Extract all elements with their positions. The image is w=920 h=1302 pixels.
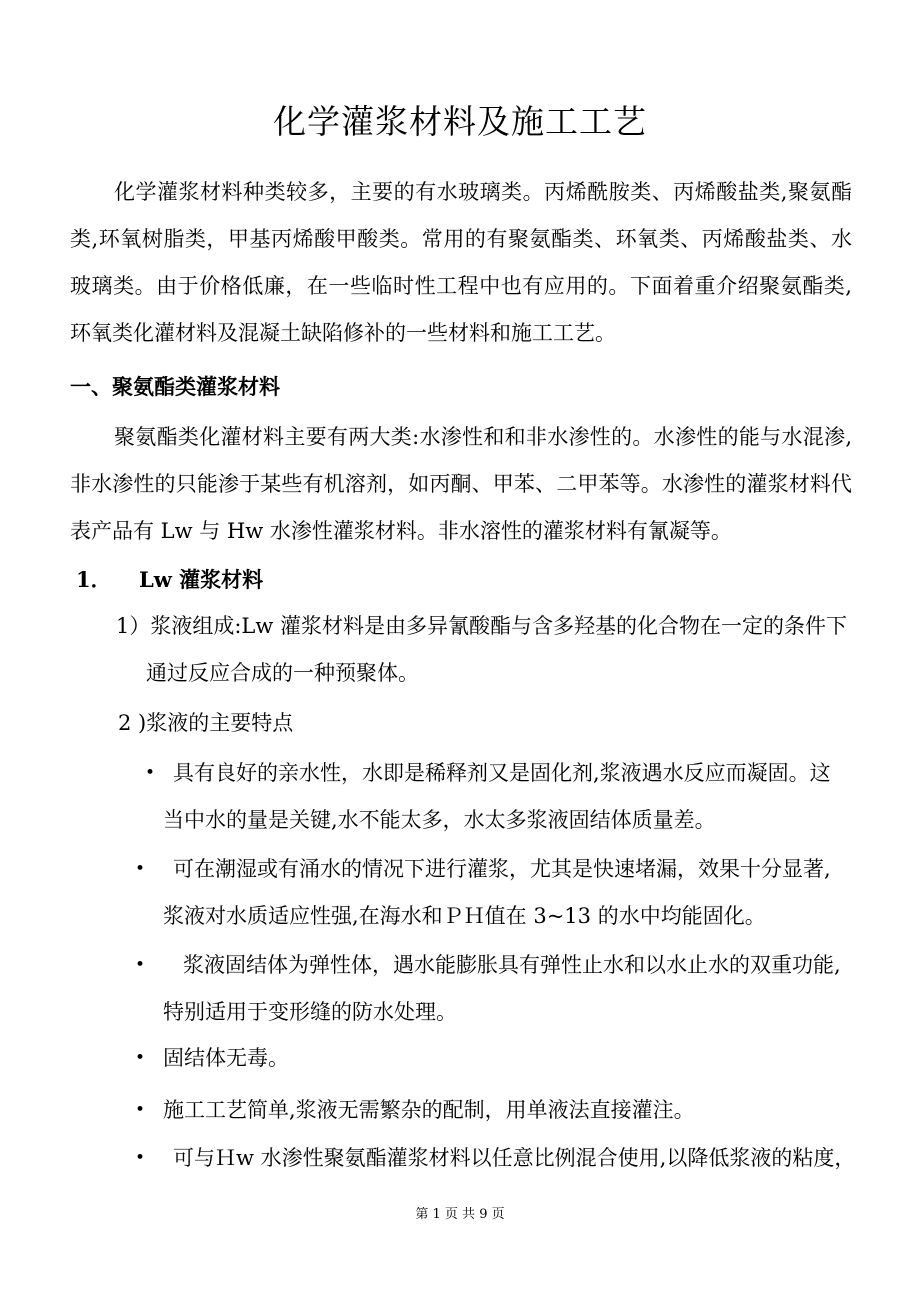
bullet-line: 固结体无毒。: [163, 1046, 289, 1070]
list-item-continuation: 通过反应合成的一种预聚体。: [146, 661, 419, 685]
subsection-heading: [76, 556, 263, 603]
bullet-line: 可与Ｈw 水渗性聚氨酯灌浆材料以任意比例混合使用,以降低浆液的粘度，: [173, 1146, 856, 1170]
subsection-number: 1．: [76, 567, 112, 592]
section-heading: 一、聚氨酯类灌浆材料: [70, 374, 280, 399]
document-title: 化学灌浆材料及施工工艺: [273, 102, 647, 141]
bullet-line: 具有良好的亲水性，水即是稀释剂又是固化剂,浆液遇水反应而凝固。这: [173, 761, 831, 785]
bullet-dot: •: [145, 763, 156, 783]
subsection-title: Lw 灌浆材料: [139, 567, 264, 592]
bullet-dot: •: [135, 1148, 146, 1168]
bullet-line: 施工工艺简单,浆液无需繁杂的配制，用单液法直接灌注。: [163, 1098, 695, 1122]
bullet-item: [145, 750, 857, 844]
list-item-features: 2 )浆液的主要特点: [118, 711, 294, 735]
bullet-dot: •: [135, 1048, 146, 1068]
page-footer: 第 1 页 共 9 页: [415, 1207, 505, 1222]
bullet-item: [135, 1035, 857, 1082]
bullet-dot: •: [135, 859, 146, 879]
list-item-composition: [116, 603, 860, 697]
section-paragraph: 聚氨酯类化灌材料主要有两大类:水渗性和和非水渗性的。水渗性的能与水混渗,非水渗性的只能渗于某些有机溶剂，如丙酮、甲苯、二甲苯等。水渗性的灌浆材料代表产品有 Lw 与 Hw 水渗性灌浆材料。非水溶性的灌浆材料有氰凝等。: [70, 425, 852, 543]
list-item-label: 1）浆液组成:Lw 灌浆材料是由多异氰酸酯与含多羟基的化合物在一定的条件下: [116, 614, 848, 638]
bullet-item: [135, 1135, 857, 1182]
bullet-item: [135, 1087, 857, 1134]
bullet-line: 浆液固结体为弹性体，遇水能膨胀具有弹性止水和以水止水的双重功能,: [183, 953, 841, 977]
intro-paragraph: 化学灌浆材料种类较多，主要的有水玻璃类。丙烯酰胺类、丙烯酸盐类,聚氨酯类,环氧树脂类，甲基丙烯酸甲酸类。常用的有聚氨酯类、环氧类、丙烯酸盐类、水玻璃类。由于价格低廉，在一些临时性工程中也有应用的。下面着重介绍聚氨酯类,环氧类化灌材料及混凝土缺陷修补的一些材料和施工工艺。: [70, 180, 852, 345]
bullet-dot: •: [135, 955, 146, 975]
bullet-line-continued: 浆液对水质适应性强,在海水和ＰＨ值在 3~13 的水中均能固化。: [163, 904, 766, 928]
bullet-line-continued: 当中水的量是关键,水不能太多，水太多浆液固结体质量差。: [163, 808, 716, 832]
bullet-item: [135, 846, 857, 940]
bullet-line-continued: 特别适用于变形缝的防水处理。: [163, 1000, 457, 1024]
bullet-dot: •: [135, 1100, 146, 1120]
bullet-line: 可在潮湿或有涌水的情况下进行灌浆，尤其是快速堵漏，效果十分显著,: [173, 857, 831, 881]
bullet-item: [135, 942, 857, 1036]
